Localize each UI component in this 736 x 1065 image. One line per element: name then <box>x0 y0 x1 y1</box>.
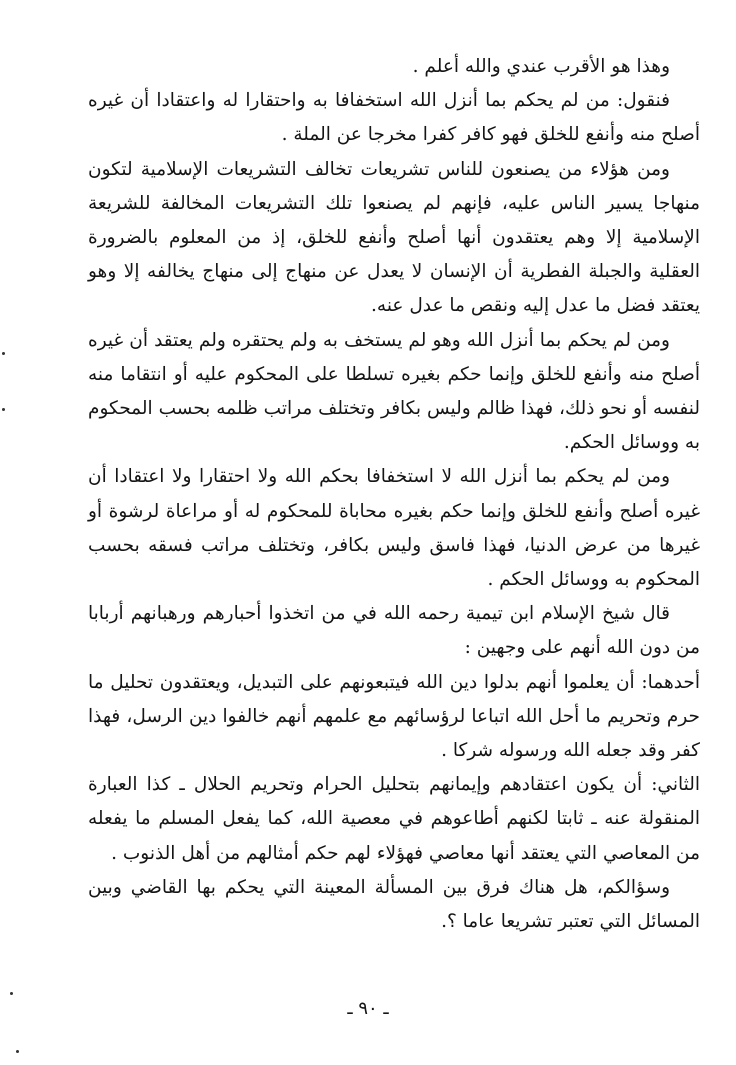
paragraph: ومن هؤلاء من يصنعون للناس تشريعات تخالف التشريعات الإسلامية لتكون منهاجا يسير الناس عليه، فإنهم لم يصنعوا تلك التشريعات المخالفة للشريعة الإسلامية إلا وهم يعتقدون أنها أصلح وأنفع للخلق، إذ من المعلوم بالضرورة العقلية والجبلة الفطرية أن الإنسان لا يعدل عن منهاج إلى منهاج يخالفه إلا وهو يعتقد فضل ما عدل إليه ونقص ما عدل عنه. <box>88 158 700 317</box>
page-number: ـ ٩٠ ـ <box>347 998 389 1019</box>
paragraph: فنقول: من لم يحكم بما أنزل الله استخفافا به واحتقارا له واعتقادا أن غيره أصلح منه وأنفع للخلق فهو كافر كفرا مخرجا عن الملة . <box>88 90 700 146</box>
paragraph: وسؤالكم، هل هناك فرق بين المسألة المعينة التي يحكم بها القاضي وبين المسائل التي تعتبر تشريعا عاما ؟. <box>88 876 700 933</box>
scan-speck <box>16 1050 19 1053</box>
paragraph: ومن لم يحكم بما أنزل الله لا استخفافا بحكم الله ولا احتقارا ولا اعتقادا أن غيره أصلح وأنفع للخلق وإنما حكم بغيره محاباة للمحكوم له أو مراعاة لرشوة أو غيرها من عرض الدنيا، فهذا فاسق وليس بكافر، وتختلف مراتب فسقه بحسب المحكوم به ووسائل الحكم . <box>88 466 700 591</box>
scan-speck <box>10 992 13 995</box>
paragraph: قال شيخ الإسلام ابن تيمية رحمه الله في من اتخذوا أحبارهم ورهبانهم أربابا من دون الله أنهم على وجهين : <box>88 603 700 659</box>
scan-speck <box>2 408 5 411</box>
paragraph: أحدهما: أن يعلموا أنهم بدلوا دين الله فيتبعونهم على التبديل، ويعتقدون تحليل ما حرم وتحريم ما أحل الله اتباعا لرؤسائهم مع علمهم أنهم خالفوا دين الرسل، فهذا كفر وقد جعله الله ورسوله شركا . <box>88 671 700 762</box>
scan-speck <box>2 352 5 355</box>
document-body <box>88 50 700 939</box>
paragraph: الثاني: أن يكون اعتقادهم وإيمانهم بتحليل الحرام وتحريم الحلال ـ كذا العبارة المنقولة عنه ـ ثابتا لكنهم أطاعوهم في معصية الله، كما يفعل المسلم ما يفعله من المعاصي التي يعتقد أنها معاصي فهؤلاء لهم حكم أمثالهم من أهل الذنوب . <box>88 774 700 864</box>
paragraph: ومن لم يحكم بما أنزل الله وهو لم يستخف به ولم يحتقره ولم يعتقد أن غيره أصلح منه وأنفع للخلق وإنما حكم بغيره تسلطا على المحكوم عليه أو انتقاما منه لنفسه أو نحو ذلك، فهذا ظالم وليس بكافر وتختلف مراتب ظلمه بحسب المحكوم به ووسائل الحكم. <box>88 329 700 454</box>
paragraph: وهذا هو الأقرب عندي والله أعلم . <box>412 56 670 77</box>
